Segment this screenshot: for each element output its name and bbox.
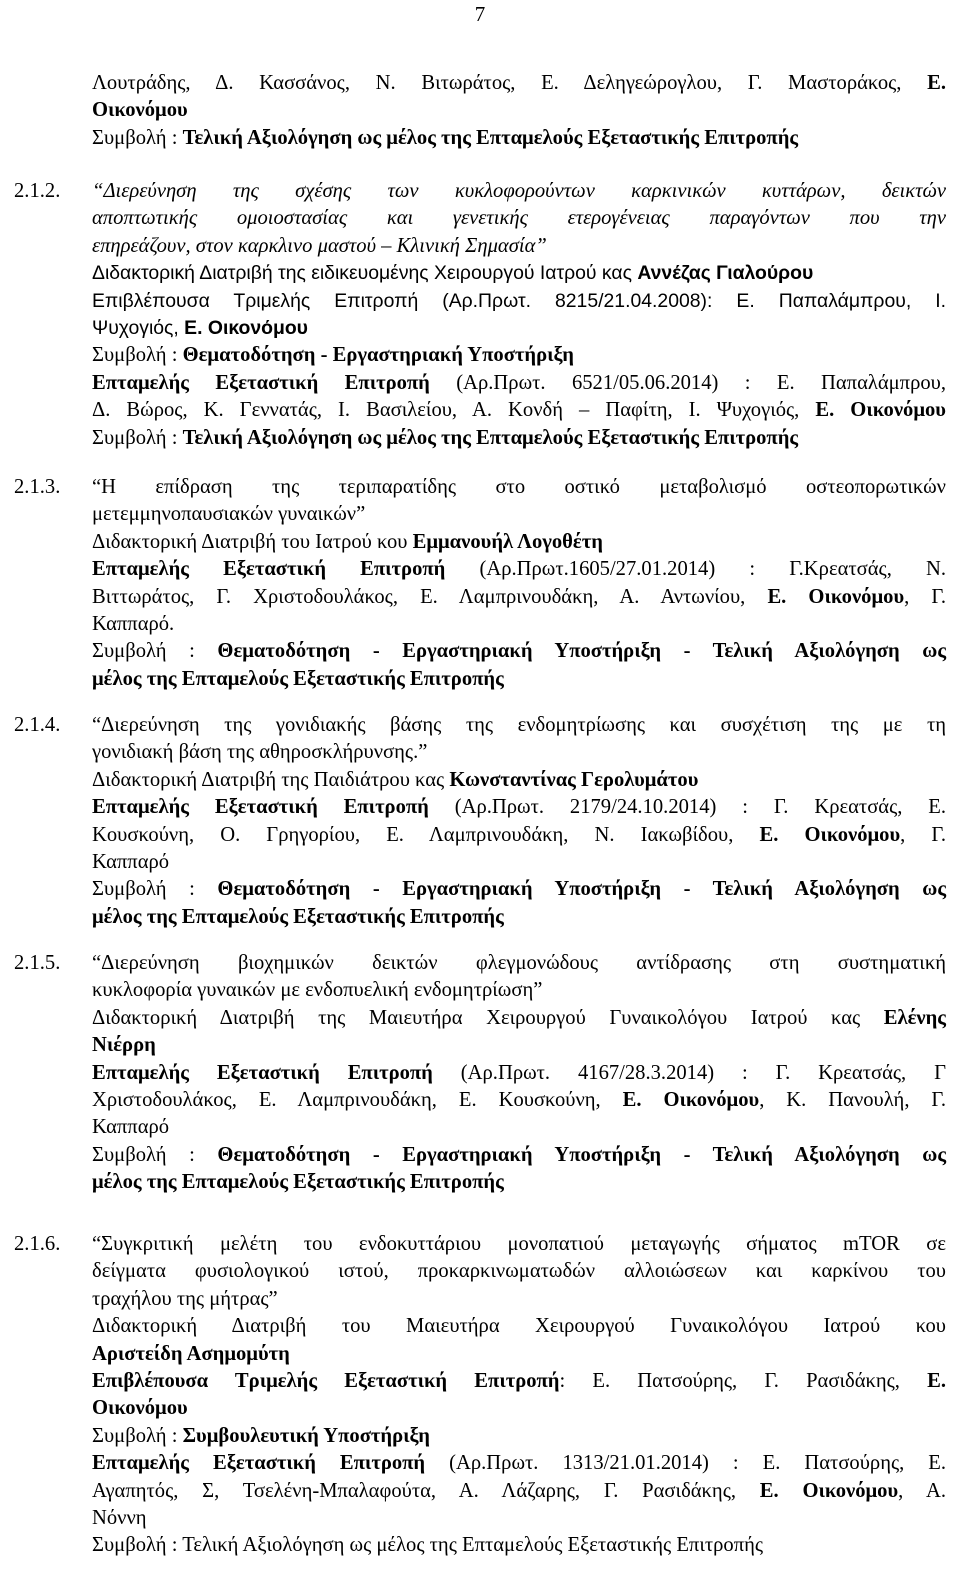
entry-body bbox=[92, 474, 946, 693]
entry-number: 2.1.5. bbox=[14, 952, 61, 974]
author-highlight: Ε. Οικονόμου bbox=[767, 585, 905, 608]
contribution-value: Θεματοδότηση - Εργαστηριακή Υποστήριξη - Τελική Αξιολόγηση ως bbox=[217, 640, 947, 663]
thesis-title: κυκλοφορία γυναικών με ενδοπυελική ενδομητρίωση” bbox=[92, 979, 543, 1002]
dissertation-line: Διδακτορική Διατριβή του Μαιευτήρα Χειρουργού Γυναικολόγου Ιατρού κου bbox=[92, 1315, 946, 1338]
dissertation-label: Διδακτορική Διατριβή της Παιδιάτρου κας bbox=[92, 768, 450, 791]
committee-line bbox=[92, 370, 946, 397]
intro-names: Λουτράδης, Δ. Κασσάνος, Ν. Βιτωράτος, Ε. Δεληγεώρογλου, Γ. Μαστοράκος, bbox=[92, 72, 928, 94]
contribution-line bbox=[92, 638, 946, 665]
thesis-title: “Η επίδραση της τεριπαρατίδης στο οστικό μεταβολισμό οστεοπορωτικών bbox=[92, 476, 946, 498]
committee-line: Καππαρό bbox=[92, 1116, 170, 1139]
contribution-value: Τελική Αξιολόγηση ως μέλος της Επταμελούς Εξεταστικής Επιτροπής bbox=[182, 126, 799, 149]
entry-body bbox=[92, 178, 946, 452]
contribution-value: μέλος της Επταμελούς Εξεταστικής Επιτροπής bbox=[92, 905, 504, 928]
committee-label: Επιβλέπουσα Τριμελής Εξεταστική Επιτροπή bbox=[92, 1370, 560, 1393]
candidate-name: Ελένης bbox=[883, 1006, 946, 1029]
committee-names: Κουσκούνη, Ο. Γρηγορίου, Ε. Λαμπρινουδάκη, Ν. Ιακωβίδου, bbox=[92, 823, 760, 846]
thesis-title: μετεμμηνοπαυσιακών γυναικών” bbox=[92, 503, 366, 526]
entry-body bbox=[92, 712, 946, 931]
contribution-label: Συμβολή : bbox=[92, 126, 183, 149]
committee-names: (Αρ.Πρωτ. 6521/05.06.2014) : Ε. Παπαλάμπρου, bbox=[429, 371, 946, 394]
thesis-title: “Συγκριτική μελέτη του ενδοκυττάριου μονοπατιού μεταγωγής σήματος mTOR σε bbox=[92, 1233, 946, 1255]
committee-line bbox=[92, 1368, 946, 1395]
committee-label: Επταμελής Εξεταστική Επιτροπή bbox=[92, 1061, 433, 1084]
author-highlight: Οικονόμου bbox=[92, 1397, 188, 1420]
contribution-label: Συμβολή : bbox=[92, 426, 183, 449]
thesis-title: “Διερεύνηση της σχέσης των κυκλοφορούντων καρκινικών κυττάρων, δεικτών bbox=[92, 180, 946, 202]
thesis-title: αποπτωτικής ομοιοστασίας και γενετικής ετερογένειας παραγόντων που την bbox=[92, 207, 946, 230]
candidate-name: Εμμανουήλ Λογοθέτη bbox=[412, 530, 603, 553]
contribution-line bbox=[92, 1423, 946, 1450]
committee-line bbox=[92, 1087, 946, 1114]
dissertation-label: Διδακτορική Διατριβή του Ιατρού κου bbox=[92, 530, 413, 553]
entry-body bbox=[92, 950, 946, 1197]
committee-label: Επταμελής Εξεταστική Επιτροπή bbox=[92, 558, 446, 581]
committee-line: Νόννη bbox=[92, 1507, 147, 1530]
candidate-name: Νιέρρη bbox=[92, 1034, 156, 1057]
entry-number: 2.1.6. bbox=[14, 1233, 61, 1255]
candidate-name: Κωνσταντίνας Γερολυμάτου bbox=[449, 768, 699, 791]
dissertation-line bbox=[92, 260, 946, 287]
committee-line: Καππαρό bbox=[92, 851, 170, 874]
committee-line bbox=[92, 556, 946, 583]
entry-body bbox=[92, 1231, 946, 1560]
contribution-line bbox=[92, 1142, 946, 1169]
entry-number: 2.1.2. bbox=[14, 180, 61, 202]
thesis-title: επηρεάζουν, στον καρκλινο μαστού – Κλινική Σημασία” bbox=[92, 234, 547, 257]
contribution-label: Συμβολή : bbox=[92, 640, 218, 663]
dissertation-line bbox=[92, 529, 946, 556]
entry-number: 2.1.3. bbox=[14, 476, 61, 498]
contribution-value: μέλος της Επταμελούς Εξεταστικής Επιτροπής bbox=[92, 1171, 504, 1194]
contribution-label: Συμβολή : bbox=[92, 878, 218, 901]
thesis-title: τραχήλου της μήτρας” bbox=[92, 1287, 278, 1310]
contribution-line bbox=[92, 1532, 946, 1559]
entry-number: 2.1.4. bbox=[14, 714, 61, 736]
candidate-name: Αννέζας Γιαλούρου bbox=[637, 262, 814, 285]
committee-names: (Αρ.Πρωτ.1605/27.01.2014) : Γ.Κρεατσάς, Ν. bbox=[445, 558, 947, 581]
author-highlight: Ε. Οικονόμου bbox=[759, 823, 901, 846]
committee-names: Ψυχογιός, bbox=[92, 317, 185, 340]
author-highlight: Οικονόμου bbox=[92, 99, 188, 122]
committee-line bbox=[92, 584, 946, 611]
committee-names: Αγαπητός, Σ, Τσελένη-Μπαλαφούτα, Α. Λάζαρης, Γ. Ρασιδάκης, bbox=[92, 1479, 760, 1502]
contribution-value: μέλος της Επταμελούς Εξεταστικής Επιτροπής bbox=[92, 667, 504, 690]
contribution-value: Θεματοδότηση - Εργαστηριακή Υποστήριξη - Τελική Αξιολόγηση ως bbox=[217, 1143, 947, 1166]
author-highlight: Ε. bbox=[927, 1370, 946, 1393]
dissertation-label: Διδακτορική Διατριβή της Μαιευτήρα Χειρουργού Γυναικολόγου Ιατρού κας bbox=[92, 1006, 884, 1029]
contribution-line bbox=[92, 342, 946, 369]
committee-label: Επταμελής Εξεταστική Επιτροπή bbox=[92, 796, 429, 819]
candidate-name: Αριστείδη Ασημομύτη bbox=[92, 1342, 290, 1365]
thesis-title: “Διερεύνηση βιοχημικών δεικτών φλεγμονώδους αντίδρασης στη συστηματική bbox=[92, 952, 946, 974]
committee-names: (Αρ.Πρωτ. 2179/24.10.2014) : Γ. Κρεατσάς, Ε. bbox=[428, 796, 946, 819]
committee-label: Επταμελής Εξεταστική Επιτροπή bbox=[92, 1452, 426, 1475]
thesis-title: δείγματα φυσιολογικού ιστού, προκαρκινωματωδών αλλοιώσεων και καρκίνου του bbox=[92, 1260, 946, 1283]
committee-line bbox=[92, 794, 946, 821]
page-number: 7 bbox=[474, 2, 486, 26]
committee-names: (Αρ.Πρωτ. 4167/28.3.2014) : Γ. Κρεατσάς, Γ bbox=[432, 1061, 946, 1084]
contribution-label: Συμβολή : bbox=[92, 1424, 183, 1447]
thesis-title: γονιδιακή βάση της αθηροσκλήρυνσης.” bbox=[92, 741, 428, 764]
contribution-label: Συμβολή : bbox=[92, 344, 183, 367]
committee-line bbox=[92, 1060, 946, 1087]
contribution-value: Τελική Αξιολόγηση ως μέλος της Επταμελούς Εξεταστικής Επιτροπής bbox=[182, 426, 799, 449]
committee-label: Επταμελής Εξεταστική Επιτροπή bbox=[92, 371, 430, 394]
contribution-line bbox=[92, 876, 946, 903]
author-highlight: Ε. Οικονόμου bbox=[759, 1479, 899, 1502]
author-highlight: Ε. Οικονόμου bbox=[622, 1089, 760, 1112]
contribution-value: Θεματοδότηση - Εργαστηριακή Υποστήριξη - Τελική Αξιολόγηση ως bbox=[217, 878, 947, 901]
contribution-value: Τελική Αξιολόγηση ως μέλος της Επταμελούς Εξεταστικής Επιτροπής bbox=[182, 1534, 764, 1557]
committee-line bbox=[92, 1450, 946, 1477]
contribution-line bbox=[92, 425, 946, 452]
committee-names: Δ. Βώρος, Κ. Γεννατάς, Ι. Βασιλείου, Α. Κονδή – Παφίτη, Ι. Ψυχογιός, bbox=[92, 399, 816, 422]
committee-line bbox=[92, 397, 946, 424]
intro-line bbox=[92, 70, 946, 97]
committee-line: Επιβλέπουσα Τριμελής Επιτροπή (Αρ.Πρωτ. 8215/21.04.2008): Ε. Παπαλάμπρου, Ι. bbox=[92, 289, 946, 312]
contribution-line bbox=[92, 125, 946, 152]
dissertation-line bbox=[92, 767, 946, 794]
committee-names: Βιττωράτος, Γ. Χριστοδουλάκος, Ε. Λαμπρινουδάκη, Α. Αντωνίου, bbox=[92, 585, 768, 608]
intro-paragraph bbox=[92, 70, 946, 152]
committee-line bbox=[92, 315, 946, 342]
author-highlight: Ε. Οικονόμου bbox=[815, 399, 946, 422]
contribution-value: Θεματοδότηση - Εργαστηριακή Υποστήριξη bbox=[182, 344, 574, 367]
contribution-value: Συμβουλευτική Υποστήριξη bbox=[182, 1424, 430, 1447]
author-highlight: Ε. Οικονόμου bbox=[184, 317, 308, 340]
committee-names: (Αρ.Πρωτ. 1313/21.01.2014) : Ε. Πατσούρης, Ε. bbox=[425, 1452, 947, 1475]
dissertation-label: Διδακτορική Διατριβή της ειδικευομένης Χειρουργού Ιατρού κας bbox=[92, 262, 638, 285]
committee-names: : Ε. Πατσούρης, Γ. Ρασιδάκης, bbox=[559, 1370, 928, 1393]
committee-names: Χριστοδουλάκος, Ε. Λαμπρινουδάκη, Ε. Κουσκούνη, bbox=[92, 1089, 623, 1112]
dissertation-line bbox=[92, 1005, 946, 1032]
author-highlight: Ε. bbox=[927, 72, 946, 94]
committee-line: Καππαρό. bbox=[92, 613, 175, 636]
committee-names: , Γ. bbox=[900, 823, 946, 846]
thesis-title: “Διερεύνηση της γονιδιακής βάσης της ενδομητρίωσης και συσχέτιση της με τη bbox=[92, 714, 946, 736]
committee-names: , Κ. Πανουλή, Γ. bbox=[759, 1089, 947, 1112]
committee-line bbox=[92, 1478, 946, 1505]
committee-names: , Α. bbox=[898, 1479, 946, 1502]
contribution-label: Συμβολή : bbox=[92, 1143, 218, 1166]
committee-line bbox=[92, 822, 946, 849]
contribution-label: Συμβολή : bbox=[92, 1534, 183, 1557]
committee-names: , Γ. bbox=[904, 585, 946, 608]
